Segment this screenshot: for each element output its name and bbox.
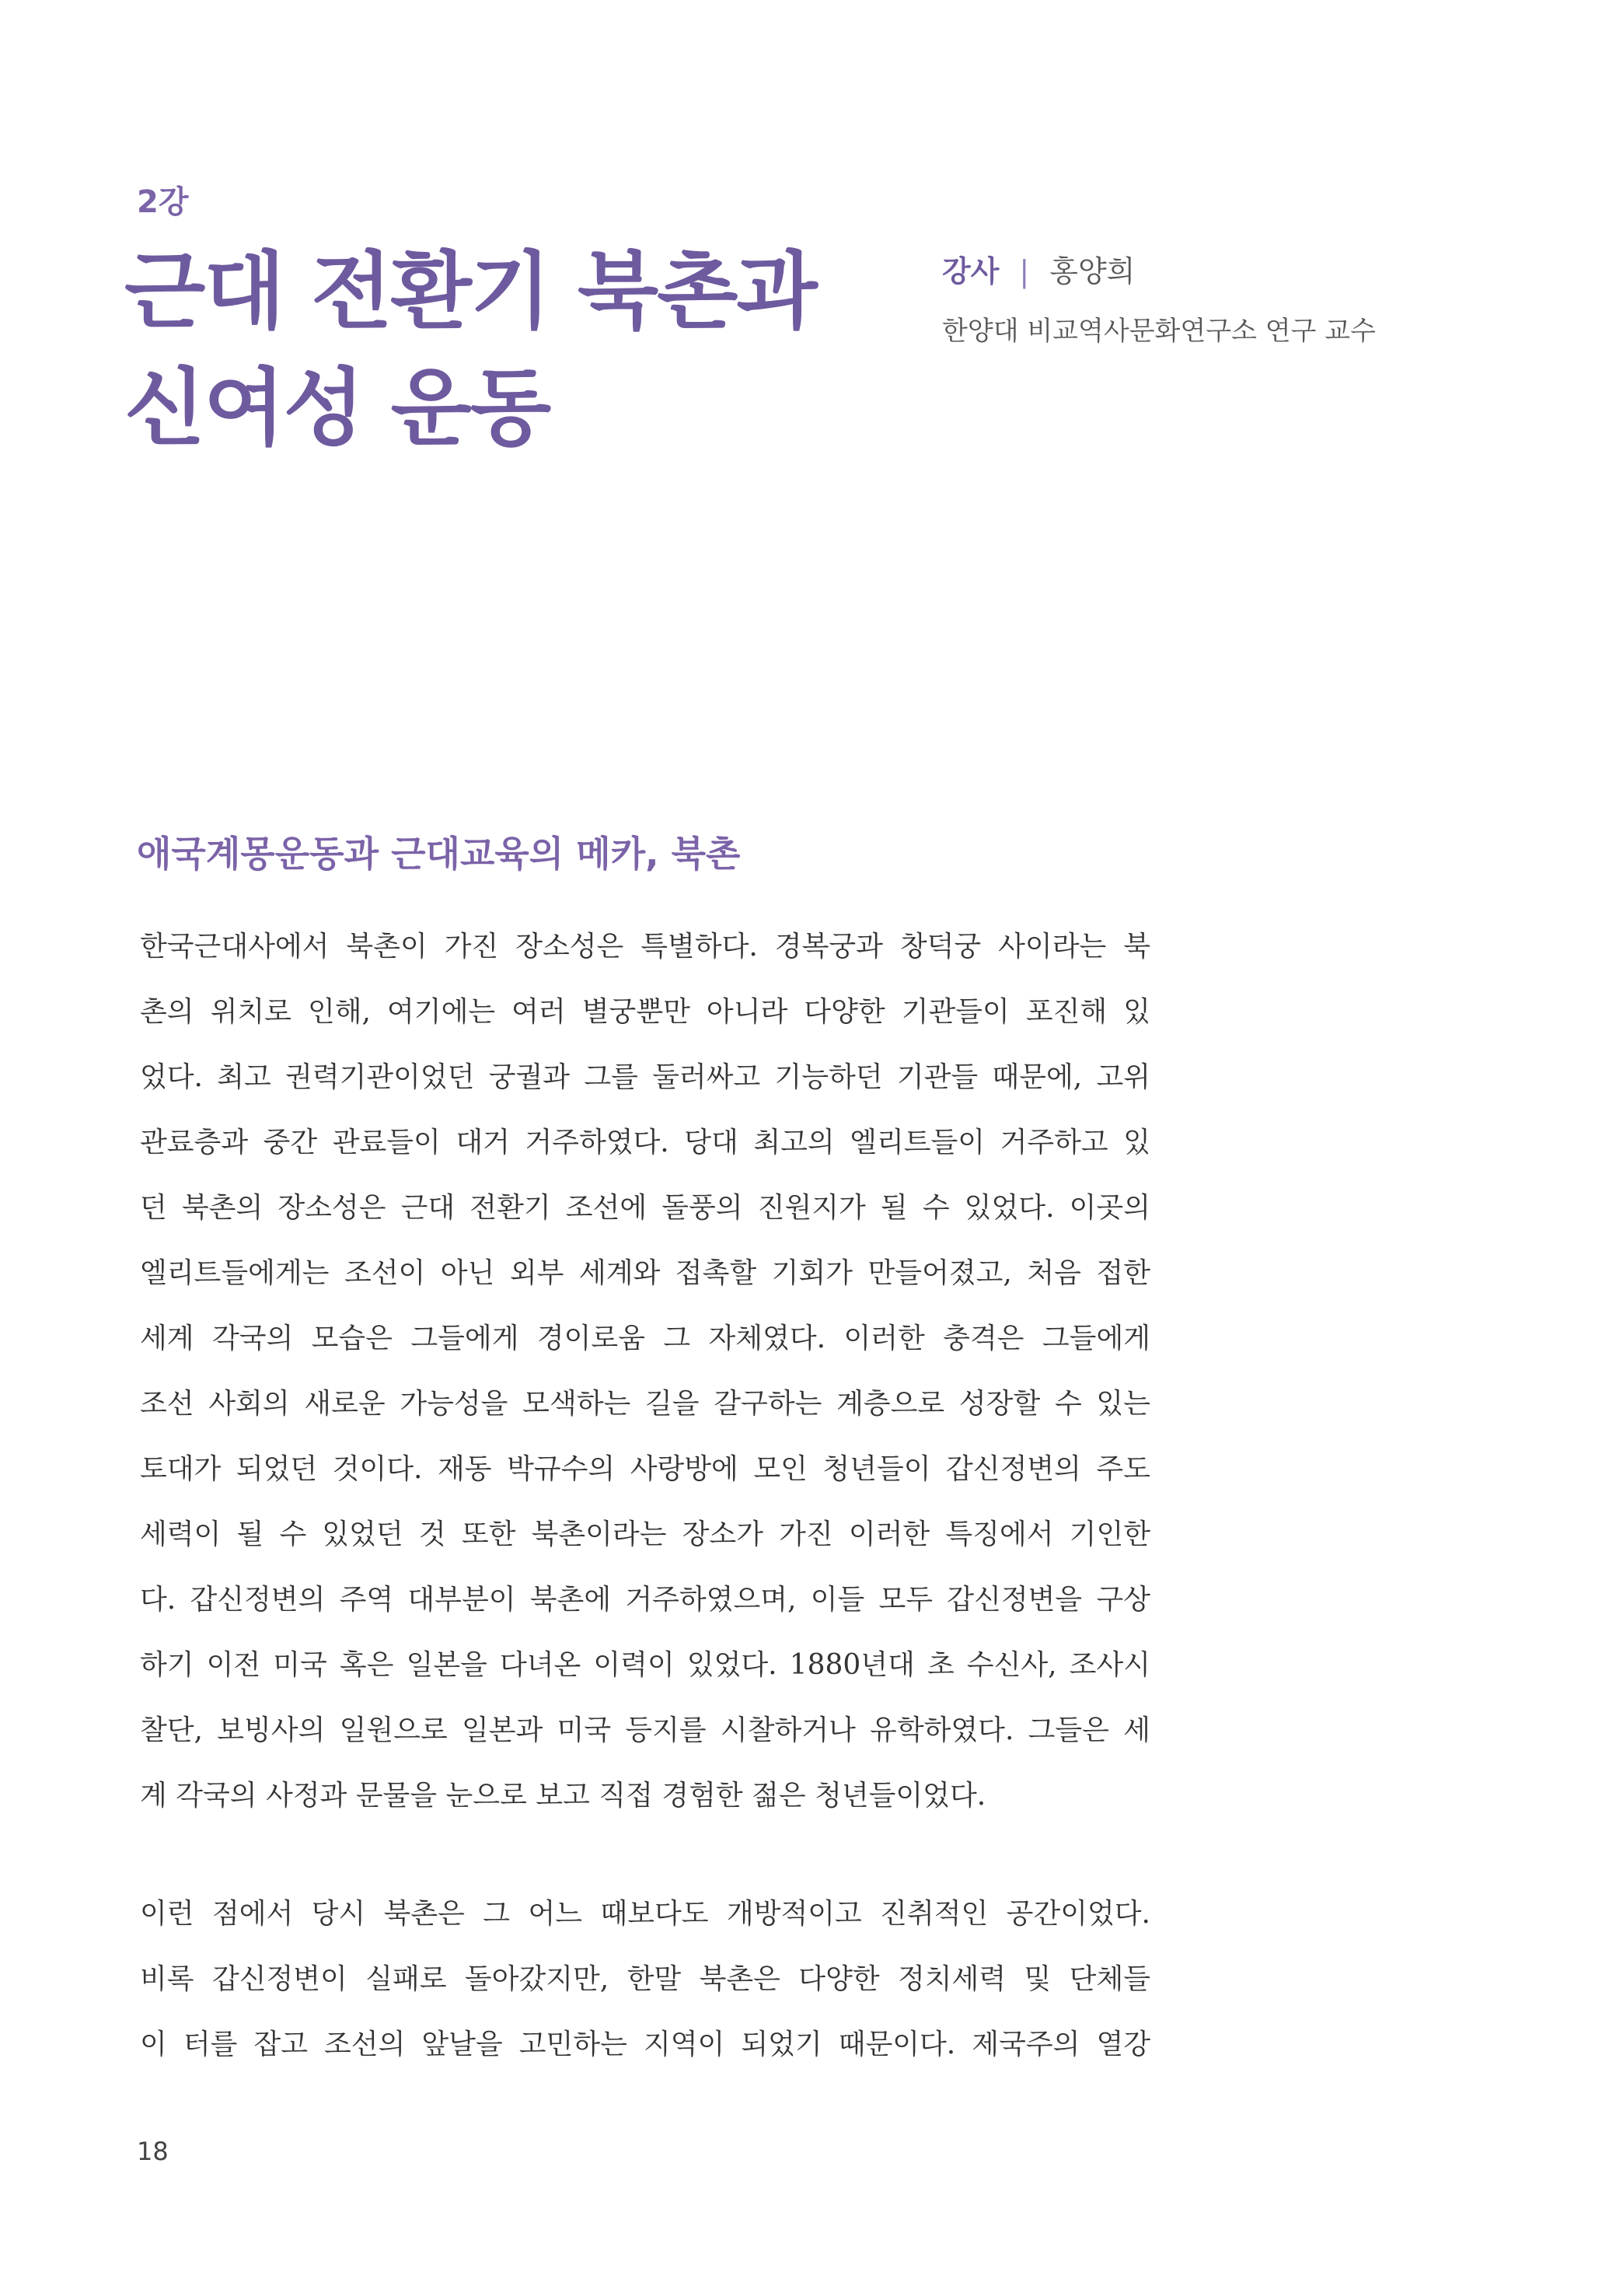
chapter-title-line: 근대 전환기 북촌과: [124, 243, 816, 341]
text-line: 계 각국의 사정과 문물을 눈으로 보고 직접 경험한 젊은 청년들이었다.: [140, 1780, 986, 1812]
lecturer-role: 강사: [942, 254, 1000, 288]
text-line: 세력이 될 수 있었던 것 또한 북촌이라는 장소가 가진 이러한 특징에서 기인한: [140, 1518, 1150, 1550]
text-line: 관료층과 중간 관료들이 대거 거주하였다. 당대 최고의 엘리트들이 거주하고 있: [140, 1127, 1150, 1158]
text-line: 다. 갑신정변의 주역 대부분이 북촌에 거주하였으며, 이들 모두 갑신정변을 구상: [140, 1584, 1150, 1616]
text-line: 이런 점에서 당시 북촌은 그 어느 때보다도 개방적이고 진취적인 공간이었다.: [140, 1898, 1150, 1930]
page-number: 18: [137, 2137, 169, 2166]
chapter-title: [124, 233, 816, 467]
lecturer-affiliation: 한양대 비교역사문화연구소 연구 교수: [942, 316, 1376, 347]
text-line: 한국근대사에서 북촌이 가진 장소성은 특별하다. 경복궁과 창덕궁 사이라는 북: [140, 931, 1150, 963]
text-line: 하기 이전 미국 혹은 일본을 다녀온 이력이 있었다. 1880년대 초 수신사, 조사시: [140, 1649, 1150, 1681]
text-line: 조선 사회의 새로운 가능성을 모색하는 길을 갈구하는 계층으로 성장할 수 있는: [140, 1388, 1150, 1420]
text-line: 촌의 위치로 인해, 여기에는 여러 별궁뿐만 아니라 다양한 기관들이 포진해 있: [140, 996, 1150, 1028]
text-line: 비록 갑신정변이 실패로 돌아갔지만, 한말 북촌은 다양한 정치세력 및 단체들: [140, 1963, 1150, 1995]
lecturer-info: [942, 247, 1135, 290]
text-line: 찰단, 보빙사의 일원으로 일본과 미국 등지를 시찰하거나 유학하였다. 그들은 세: [140, 1714, 1150, 1746]
text-line: 었다. 최고 권력기관이었던 궁궐과 그를 둘러싸고 기능하던 기관들 때문에, 고위: [140, 1061, 1150, 1093]
lecturer-name: 홍양희: [1049, 254, 1136, 288]
text-line: 엘리트들에게는 조선이 아닌 외부 세계와 접촉할 기회가 만들어졌고, 처음 접한: [140, 1257, 1150, 1289]
lecture-number: 2강: [137, 184, 189, 220]
text-line: 토대가 되었던 것이다. 재동 박규수의 사랑방에 모인 청년들이 갑신정변의 주도: [140, 1453, 1150, 1485]
text-line: 이 터를 잡고 조선의 앞날을 고민하는 지역이 되었기 때문이다. 제국주의 열강: [140, 2029, 1150, 2060]
lecturer-separator: |: [1019, 254, 1030, 288]
text-line: 세계 각국의 모습은 그들에게 경이로움 그 자체였다. 이러한 충격은 그들에게: [140, 1323, 1150, 1354]
text-line: 던 북촌의 장소성은 근대 전환기 조선에 돌풍의 진원지가 될 수 있었다. 이곳의: [140, 1192, 1150, 1224]
body-paragraph: [140, 1882, 1150, 2078]
section-heading: 애국계몽운동과 근대교육의 메카, 북촌: [137, 833, 741, 875]
chapter-title-line: 신여성 운동: [124, 359, 550, 457]
body-paragraph: [140, 914, 1150, 1829]
